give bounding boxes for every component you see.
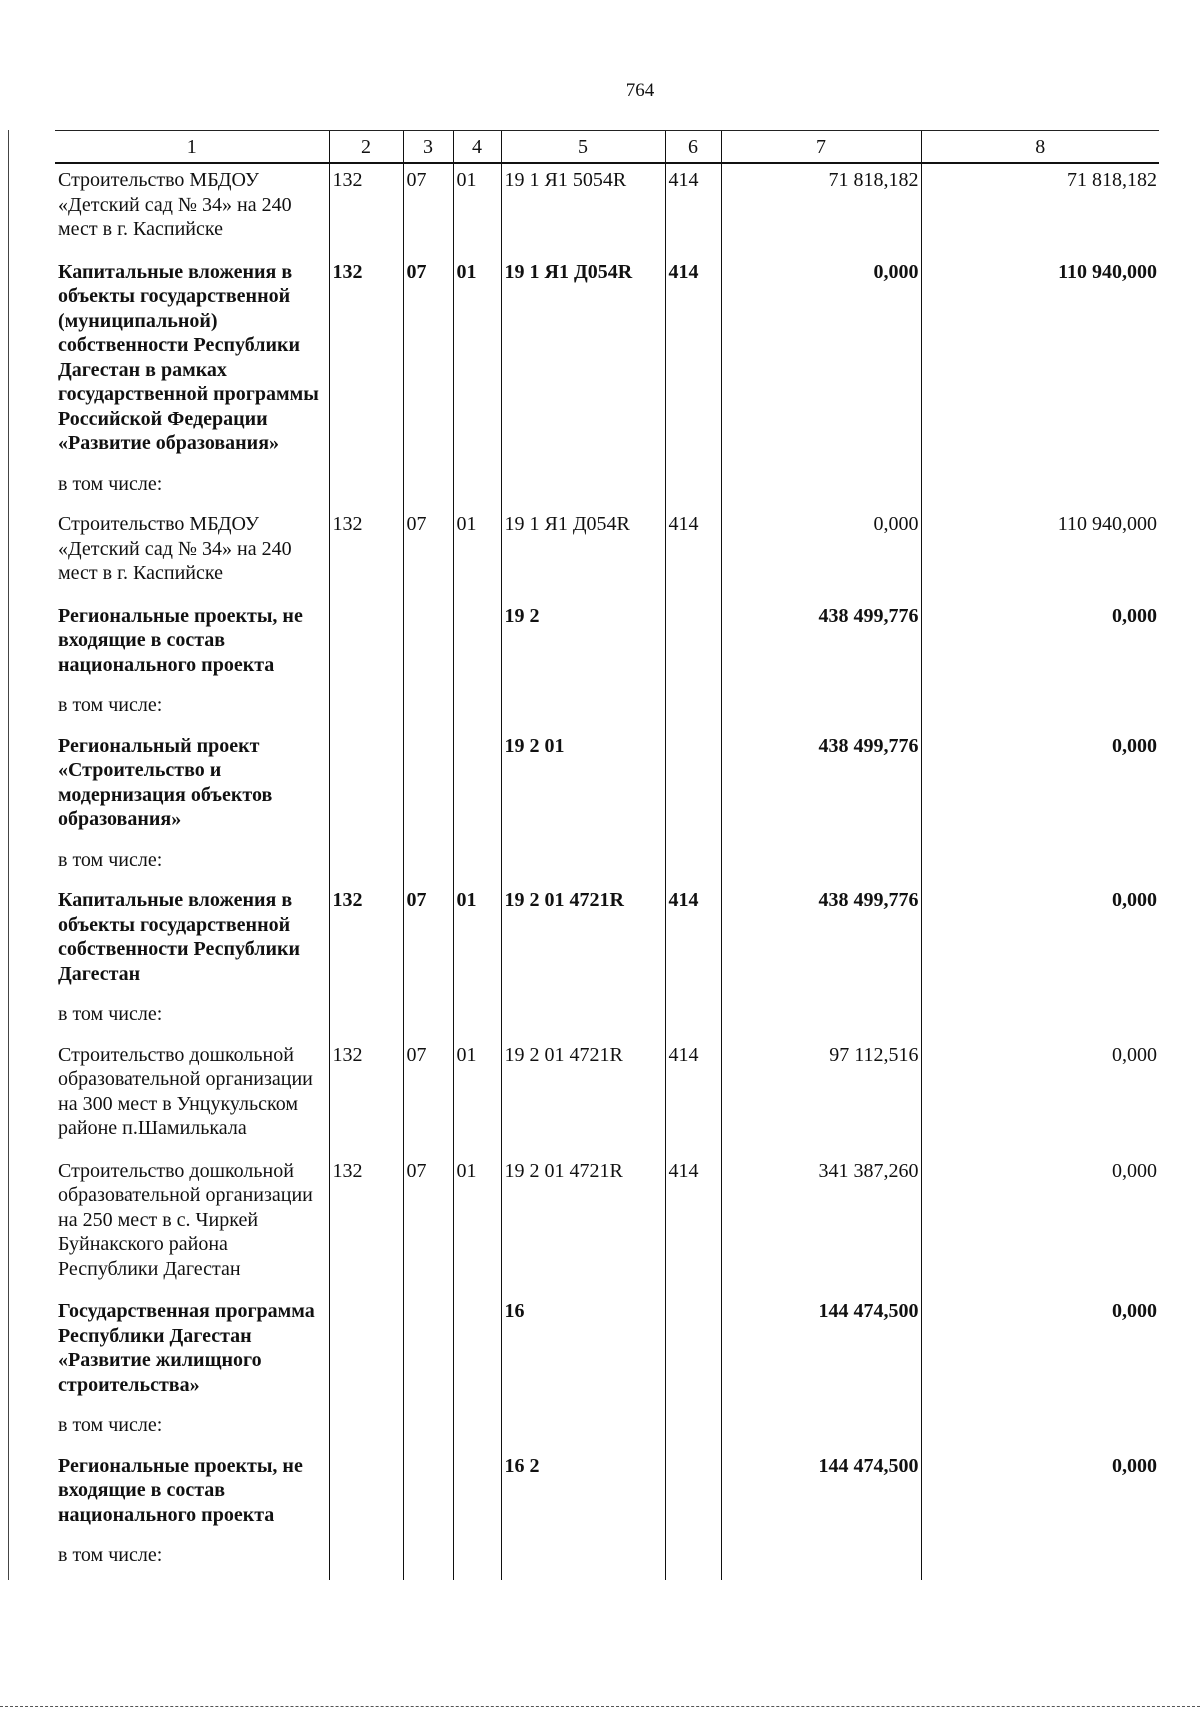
expense-type-cell xyxy=(665,730,721,846)
target-article-cell xyxy=(501,470,665,509)
row-name-cell: Региональные проекты, не входящие в состав национального проекта xyxy=(58,1454,303,1526)
subsection-cell xyxy=(453,846,501,885)
subsection-cell xyxy=(453,470,501,509)
amount-year2-cell: 0,000 xyxy=(921,1039,1159,1155)
expense-type-cell xyxy=(665,470,721,509)
budget-table xyxy=(55,130,1159,1580)
column-header: 1 xyxy=(55,131,329,164)
section-cell xyxy=(403,600,453,692)
column-header: 3 xyxy=(403,131,453,164)
table-row xyxy=(55,884,1159,1000)
section-cell: 07 xyxy=(403,1155,453,1296)
admin-code-cell xyxy=(329,691,403,730)
admin-code-cell xyxy=(329,600,403,692)
amount-year1-cell xyxy=(721,470,921,509)
target-article-cell: 19 2 xyxy=(501,600,665,692)
amount-year2-cell xyxy=(921,470,1159,509)
table-row xyxy=(55,1295,1159,1411)
page-number: 764 xyxy=(625,80,655,101)
section-cell: 07 xyxy=(403,163,453,256)
subsection-cell: 01 xyxy=(453,256,501,470)
amount-year1-cell xyxy=(721,691,921,730)
amount-year2-cell: 0,000 xyxy=(921,1295,1159,1411)
admin-code-cell: 132 xyxy=(329,1039,403,1155)
expense-type-cell xyxy=(665,691,721,730)
admin-code-cell xyxy=(329,1295,403,1411)
subsection-cell: 01 xyxy=(453,884,501,1000)
subsection-cell: 01 xyxy=(453,1039,501,1155)
amount-year1-cell: 0,000 xyxy=(721,256,921,470)
target-article-cell: 16 xyxy=(501,1295,665,1411)
target-article-cell xyxy=(501,1411,665,1450)
table-row xyxy=(55,508,1159,600)
amount-year2-cell xyxy=(921,1000,1159,1039)
target-article-cell: 19 1 Я1 Д054R xyxy=(501,256,665,470)
row-name-cell: в том числе: xyxy=(58,472,163,495)
target-article-cell: 19 1 Я1 Д054R xyxy=(501,508,665,600)
subsection-cell xyxy=(453,600,501,692)
section-cell: 07 xyxy=(403,256,453,470)
section-cell xyxy=(403,1450,453,1542)
amount-year1-cell: 0,000 xyxy=(721,508,921,600)
amount-year1-cell: 144 474,500 xyxy=(721,1450,921,1542)
table-row xyxy=(55,256,1159,470)
table-row xyxy=(55,1541,1159,1580)
admin-code-cell xyxy=(329,1450,403,1542)
admin-code-cell xyxy=(329,1411,403,1450)
expense-type-cell xyxy=(665,1541,721,1580)
amount-year1-cell: 97 112,516 xyxy=(721,1039,921,1155)
target-article-cell: 19 2 01 4721R xyxy=(501,1039,665,1155)
expense-type-cell: 414 xyxy=(665,1155,721,1296)
row-name-cell: в том числе: xyxy=(58,1414,163,1436)
table-row xyxy=(55,163,1159,256)
expense-type-cell: 414 xyxy=(665,163,721,256)
subsection-cell: 01 xyxy=(453,508,501,600)
table-row xyxy=(55,846,1159,885)
row-name-cell: Капитальные вложения в объекты государственной (муниципальной) собственности Республики Дагестан в рамках государственной программы Российской Федерации «Развитие образования» xyxy=(58,260,319,454)
target-article-cell: 19 2 01 4721R xyxy=(501,884,665,1000)
amount-year1-cell: 438 499,776 xyxy=(721,600,921,692)
section-cell xyxy=(403,691,453,730)
row-name-cell: Строительство МБДОУ «Детский сад № 34» на 240 мест в г. Каспийске xyxy=(58,513,292,584)
expense-type-cell xyxy=(665,1411,721,1450)
admin-code-cell: 132 xyxy=(329,256,403,470)
amount-year1-cell xyxy=(721,1411,921,1450)
amount-year1-cell xyxy=(721,846,921,885)
row-name-cell: в том числе: xyxy=(58,694,163,716)
row-name-cell: в том числе: xyxy=(58,848,163,871)
admin-code-cell xyxy=(329,1541,403,1580)
amount-year2-cell: 0,000 xyxy=(921,600,1159,692)
target-article-cell: 19 2 01 xyxy=(501,730,665,846)
section-cell xyxy=(403,1000,453,1039)
subsection-cell xyxy=(453,691,501,730)
subsection-cell: 01 xyxy=(453,163,501,256)
section-cell xyxy=(403,1411,453,1450)
amount-year2-cell xyxy=(921,1411,1159,1450)
expense-type-cell: 414 xyxy=(665,884,721,1000)
table-row xyxy=(55,1039,1159,1155)
target-article-cell: 19 1 Я1 5054R xyxy=(501,163,665,256)
amount-year1-cell: 144 474,500 xyxy=(721,1295,921,1411)
target-article-cell xyxy=(501,846,665,885)
table-row xyxy=(55,691,1159,730)
row-name-cell: Строительство дошкольной образовательной организации на 300 мест в Унцукульском районе п.Шамилькала xyxy=(58,1043,313,1139)
amount-year2-cell: 0,000 xyxy=(921,884,1159,1000)
target-article-cell: 19 2 01 4721R xyxy=(501,1155,665,1296)
column-header: 8 xyxy=(921,131,1159,164)
expense-type-cell: 414 xyxy=(665,256,721,470)
expense-type-cell: 414 xyxy=(665,508,721,600)
section-cell xyxy=(403,846,453,885)
target-article-cell xyxy=(501,1000,665,1039)
column-header: 4 xyxy=(453,131,501,164)
amount-year1-cell xyxy=(721,1000,921,1039)
subsection-cell xyxy=(453,1000,501,1039)
admin-code-cell xyxy=(329,846,403,885)
amount-year2-cell: 0,000 xyxy=(921,730,1159,846)
amount-year1-cell: 341 387,260 xyxy=(721,1155,921,1296)
amount-year2-cell: 71 818,182 xyxy=(921,163,1159,256)
row-name-cell: в том числе: xyxy=(58,1003,163,1025)
table-body xyxy=(55,163,1159,1580)
amount-year2-cell xyxy=(921,846,1159,885)
amount-year2-cell: 110 940,000 xyxy=(921,256,1159,470)
table-row xyxy=(55,1450,1159,1542)
row-name-cell: в том числе: xyxy=(58,1544,163,1566)
table-row xyxy=(55,1155,1159,1296)
amount-year1-cell: 438 499,776 xyxy=(721,884,921,1000)
admin-code-cell: 132 xyxy=(329,163,403,256)
scan-left-edge-line xyxy=(8,130,9,1580)
expense-type-cell xyxy=(665,1295,721,1411)
column-header: 6 xyxy=(665,131,721,164)
amount-year2-cell xyxy=(921,691,1159,730)
table-row xyxy=(55,600,1159,692)
expense-type-cell: 414 xyxy=(665,1039,721,1155)
row-name-cell: Строительство МБДОУ «Детский сад № 34» на 240 мест в г. Каспийске xyxy=(58,169,292,240)
row-name-cell: Строительство дошкольной образовательной организации на 250 мест в с. Чиркей Буйнакского района Республики Дагестан xyxy=(58,1159,313,1280)
admin-code-cell: 132 xyxy=(329,508,403,600)
admin-code-cell: 132 xyxy=(329,1155,403,1296)
target-article-cell xyxy=(501,1541,665,1580)
table-row xyxy=(55,470,1159,509)
amount-year2-cell: 110 940,000 xyxy=(921,508,1159,600)
subsection-cell xyxy=(453,1411,501,1450)
expense-type-cell xyxy=(665,1000,721,1039)
section-cell xyxy=(403,730,453,846)
table-row xyxy=(55,1000,1159,1039)
amount-year2-cell: 0,000 xyxy=(921,1450,1159,1542)
row-name-cell: Капитальные вложения в объекты государственной собственности Республики Дагестан xyxy=(58,889,301,985)
target-article-cell: 16 2 xyxy=(501,1450,665,1542)
row-name-cell: Региональный проект «Строительство и модернизация объектов образования» xyxy=(58,734,273,830)
subsection-cell xyxy=(453,1450,501,1542)
section-cell xyxy=(403,1295,453,1411)
row-name-cell: Региональные проекты, не входящие в состав национального проекта xyxy=(58,604,303,676)
table-row xyxy=(55,730,1159,846)
expense-type-cell xyxy=(665,1450,721,1542)
column-header: 5 xyxy=(501,131,665,164)
target-article-cell xyxy=(501,691,665,730)
column-header: 7 xyxy=(721,131,921,164)
section-cell: 07 xyxy=(403,508,453,600)
amount-year1-cell: 438 499,776 xyxy=(721,730,921,846)
amount-year1-cell: 71 818,182 xyxy=(721,163,921,256)
subsection-cell xyxy=(453,1295,501,1411)
subsection-cell xyxy=(453,1541,501,1580)
table-row xyxy=(55,1411,1159,1450)
subsection-cell: 01 xyxy=(453,1155,501,1296)
table-header-row xyxy=(55,131,1159,164)
admin-code-cell xyxy=(329,1000,403,1039)
section-cell: 07 xyxy=(403,1039,453,1155)
expense-type-cell xyxy=(665,600,721,692)
admin-code-cell xyxy=(329,730,403,846)
scan-bottom-edge-line xyxy=(0,1706,1200,1707)
section-cell xyxy=(403,470,453,509)
subsection-cell xyxy=(453,730,501,846)
amount-year2-cell: 0,000 xyxy=(921,1155,1159,1296)
admin-code-cell xyxy=(329,470,403,509)
amount-year1-cell xyxy=(721,1541,921,1580)
section-cell xyxy=(403,1541,453,1580)
section-cell: 07 xyxy=(403,884,453,1000)
expense-type-cell xyxy=(665,846,721,885)
admin-code-cell: 132 xyxy=(329,884,403,1000)
column-header: 2 xyxy=(329,131,403,164)
row-name-cell: Государственная программа Республики Дагестан «Развитие жилищного строительства» xyxy=(58,1300,315,1396)
amount-year2-cell xyxy=(921,1541,1159,1580)
